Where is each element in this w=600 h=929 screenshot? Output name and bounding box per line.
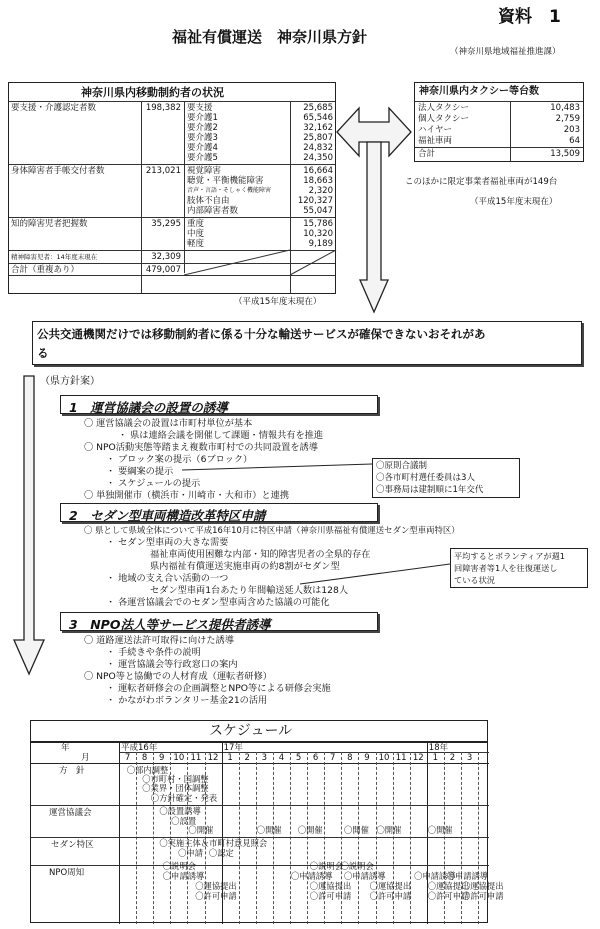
row-value: 10,483 bbox=[550, 103, 580, 113]
section-2-header bbox=[60, 503, 378, 522]
row-label: 要介護4 bbox=[187, 143, 218, 153]
row-value: 64 bbox=[569, 136, 580, 146]
schedule-item: 〇部内調整 bbox=[126, 765, 169, 775]
plan-line: ・ 運営協議会等行政窓口の案内 bbox=[106, 659, 238, 670]
row-label: ハイヤー bbox=[418, 125, 453, 135]
plan-line: 福祉車両使用困難な内部・知的障害児者の全県的存在 bbox=[150, 549, 371, 560]
group-total: 35,295 bbox=[151, 219, 181, 229]
row-value: 32,162 bbox=[303, 123, 333, 133]
row-value: 65,546 bbox=[303, 113, 333, 123]
month-header: 7 bbox=[124, 753, 131, 763]
year-header: 18年 bbox=[428, 743, 449, 753]
schedule-item: 〇市町村・国調整 bbox=[142, 774, 209, 784]
taxi-table bbox=[414, 82, 584, 162]
row-value: 18,663 bbox=[303, 176, 333, 186]
schedule-item: 〇業界・団体調整 bbox=[142, 783, 209, 793]
note-pointer bbox=[300, 562, 450, 586]
plan-line: 〇 単独開催市（横浜市・川崎市・大和市）と連携 bbox=[84, 490, 290, 501]
sum-value: 479,007 bbox=[145, 265, 181, 275]
row-value: 203 bbox=[563, 125, 580, 135]
month-gridline bbox=[358, 752, 359, 924]
mental-label: 精神障害児者：14年度末現在 bbox=[11, 253, 98, 261]
month-label: 月 bbox=[81, 753, 90, 763]
plan-line: 〇 NPO活動実態等踏まえ複数市町村での共同設置を誘導 bbox=[84, 442, 318, 453]
schedule-item: 〇許可申請 bbox=[195, 891, 237, 901]
group-label: 身体障害者手帳交付者数 bbox=[11, 166, 105, 176]
year-label: 年 bbox=[61, 743, 70, 753]
row-value: 10,320 bbox=[303, 229, 333, 239]
group-total: 198,382 bbox=[145, 103, 181, 113]
schedule-row-label: セダン特区 bbox=[51, 840, 94, 850]
row-value: 9,189 bbox=[308, 239, 333, 249]
section-1-header bbox=[60, 395, 378, 414]
month-header: 9 bbox=[364, 753, 370, 763]
row-value: 120,327 bbox=[297, 196, 333, 206]
hatch-lines bbox=[184, 250, 336, 276]
schedule-row-label: 運営協議会 bbox=[49, 808, 92, 818]
row-label: 福祉車両 bbox=[418, 136, 453, 146]
plan-line: ・ 要綱案の提示 bbox=[106, 466, 174, 477]
row-value: 16,664 bbox=[303, 166, 333, 176]
month-header: 11 bbox=[395, 753, 407, 763]
schedule-item: 〇説明会 bbox=[162, 861, 196, 871]
plan-line: ・ 県は連絡会議を開催して課題・情報共有を推進 bbox=[118, 430, 324, 441]
section-1-title: 1 運営協議会の設置の誘導 bbox=[69, 400, 228, 415]
schedule-item: 〇運協提出 bbox=[462, 881, 504, 891]
row-label: 要介護5 bbox=[187, 153, 218, 163]
row-value: 13,509 bbox=[550, 149, 580, 159]
schedule-item: 〇許可申請 bbox=[369, 891, 412, 901]
row-value: 2,320 bbox=[308, 186, 333, 196]
schedule-title: スケジュール bbox=[209, 723, 293, 739]
schedule-item: 〇申請誘導 bbox=[414, 871, 456, 881]
sum-label: 合計（重複あり） bbox=[11, 265, 80, 275]
plan-line: ・ 運転者研修会の企画調整とNPO等による研修会実施 bbox=[106, 683, 331, 694]
long-down-arrow bbox=[8, 372, 52, 677]
month-header: 10 bbox=[173, 753, 185, 763]
year-header: 平成16年 bbox=[121, 743, 158, 753]
schedule-item: 〇設置 bbox=[171, 816, 197, 826]
schedule-item: 〇開催 bbox=[256, 825, 282, 835]
schedule-item: 〇説明会 bbox=[309, 861, 343, 871]
schedule-item: 〇申請 bbox=[178, 848, 204, 858]
month-header: 6 bbox=[312, 753, 319, 763]
schedule-item: 〇実施主体＆市町村意見照会 bbox=[159, 838, 268, 848]
schedule-item: 〇開催 bbox=[297, 825, 323, 835]
plan-line: ・ 各運営協議会でのセダン型車両含めた協議の可能化 bbox=[106, 597, 330, 608]
doc-title: 福祉有償運送 神奈川県方針 bbox=[172, 28, 368, 46]
schedule-grid bbox=[31, 741, 504, 924]
note-line: 〇事務局は建制順に1年交代 bbox=[376, 485, 484, 495]
mobility-table bbox=[8, 82, 336, 294]
section-3-header bbox=[60, 612, 378, 631]
doc-label: 資料 1 bbox=[498, 7, 561, 27]
month-header: 8 bbox=[347, 753, 353, 763]
month-header: 7 bbox=[330, 753, 336, 763]
year-header: 17年 bbox=[223, 743, 243, 753]
council-note-box bbox=[372, 458, 520, 498]
schedule-row-label: NPO周知 bbox=[49, 868, 85, 878]
schedule-item: 〇運協提出 bbox=[195, 881, 237, 891]
month-header: 3 bbox=[261, 753, 268, 763]
schedule-item: 〇開催 bbox=[376, 825, 402, 835]
month-header: 10 bbox=[378, 753, 390, 763]
plan-line: ・ かながわボランタリー基金21の活用 bbox=[106, 695, 268, 706]
row-label: 視覚障害 bbox=[187, 166, 222, 176]
note-line: 〇原則合議制 bbox=[376, 461, 428, 471]
plan-line: 〇 道路運送法許可取得に向けた誘導 bbox=[84, 635, 234, 646]
note-line: 〇各市町村選任委員は3人 bbox=[376, 473, 475, 483]
row-label: 合計 bbox=[418, 149, 436, 159]
section-3-title: 3 NPO法人等サービス提供者誘導 bbox=[69, 617, 271, 632]
row-value: 25,685 bbox=[303, 103, 333, 113]
note-line: 回障害者等1人を往復運送し bbox=[454, 563, 558, 573]
plan-line: 〇 NPO等と協働での人材育成（運転者研修） bbox=[84, 671, 272, 682]
connector-arrows bbox=[335, 90, 415, 315]
schedule-item: 〇申請誘導 bbox=[344, 871, 386, 881]
month-header: 1 bbox=[432, 753, 439, 763]
group-total: 213,021 bbox=[145, 166, 181, 176]
month-gridline bbox=[136, 752, 137, 924]
schedule-item: 〇開催 bbox=[344, 825, 369, 835]
row-value: 25,807 bbox=[303, 133, 333, 143]
schedule-item: 〇申請誘導 bbox=[162, 871, 205, 881]
note-line: ている状況 bbox=[454, 575, 495, 585]
row-label: 要介護1 bbox=[187, 113, 218, 123]
month-header: 12 bbox=[412, 753, 424, 763]
plan-line: ・ スケジュールの提示 bbox=[106, 478, 201, 489]
plan-label: （県方針案） bbox=[40, 376, 100, 387]
row-label: 軽度 bbox=[187, 239, 205, 249]
row-value: 24,832 bbox=[303, 143, 333, 153]
row-label: 要支援 bbox=[187, 103, 213, 113]
taxi-note-2: （平成15年度末現在） bbox=[470, 197, 558, 207]
schedule-item: 〇認定 bbox=[208, 848, 234, 858]
month-header: 11 bbox=[190, 753, 202, 763]
group-label: 要支援・介護認定者数 bbox=[11, 103, 97, 113]
row-value: 2,759 bbox=[555, 114, 580, 124]
row-label: 音声・言語・そしゃく機能障害 bbox=[187, 187, 272, 194]
row-divider bbox=[31, 865, 489, 866]
month-header: 12 bbox=[207, 753, 219, 763]
group-label: 知的障害児者把握数 bbox=[11, 219, 88, 229]
schedule-row-label: 方 針 bbox=[59, 766, 85, 776]
plan-line: 〇 運営協議会の設置は市町村単位が基本 bbox=[84, 418, 253, 429]
schedule-table bbox=[30, 720, 504, 923]
plan-line: 〇 県として県域全体について平成16年10月に特区申請（神奈川県福祉有償運送セダン型車両特区） bbox=[84, 525, 460, 535]
plan-line: ・ 手続きや条件の説明 bbox=[106, 647, 201, 658]
mobility-table-title: 神奈川県内移動制約者の状況 bbox=[81, 86, 224, 99]
month-header: 1 bbox=[227, 753, 233, 763]
schedule-item: 〇運協提出 bbox=[309, 881, 352, 891]
schedule-item: 〇運協提出 bbox=[427, 881, 470, 891]
month-header: 3 bbox=[466, 753, 473, 763]
month-gridline bbox=[273, 752, 274, 924]
month-header: 4 bbox=[278, 753, 285, 763]
schedule-item: 〇開催 bbox=[427, 825, 453, 835]
schedule-item: 〇許可申請 bbox=[462, 891, 504, 901]
schedule-item: 〇開催 bbox=[188, 825, 214, 835]
row-label: 肢体不自由 bbox=[187, 196, 230, 206]
row-label: 要介護3 bbox=[187, 133, 218, 143]
row-value: 15,786 bbox=[303, 219, 333, 229]
month-header: 9 bbox=[159, 753, 165, 763]
schedule-item: 〇設置誘導 bbox=[159, 806, 201, 816]
plan-line: ・ 地域の支え合い活動の一つ bbox=[106, 573, 229, 584]
volunteer-note-box bbox=[450, 548, 588, 588]
row-value: 55,047 bbox=[303, 206, 333, 216]
month-gridline bbox=[290, 752, 291, 924]
month-gridline bbox=[307, 752, 308, 924]
header-bottom bbox=[31, 763, 489, 764]
org-name: （神奈川県地域福祉推進課） bbox=[450, 47, 561, 57]
conclusion-line-2: る bbox=[37, 346, 49, 360]
plan-line: セダン型車両1台あたり年間輸送延人数は128人 bbox=[150, 585, 349, 596]
row-label: 聴覚・平衡機能障害 bbox=[187, 176, 264, 186]
row-label: 個人タクシー bbox=[418, 114, 470, 124]
row-label: 重度 bbox=[187, 219, 205, 229]
schedule-item: 〇許可申請 bbox=[427, 891, 470, 901]
schedule-item: 〇運協提出 bbox=[369, 881, 412, 891]
month-header: 2 bbox=[244, 753, 250, 763]
schedule-item: 〇方針確定・発表 bbox=[150, 793, 218, 803]
plan-line: ・ セダン型車両の大きな需要 bbox=[106, 537, 229, 548]
row-label: 法人タクシー bbox=[418, 103, 470, 113]
note-line: 平均するとボランティアが週1 bbox=[454, 551, 565, 561]
plan-line: 県内福祉有償運送実施車両の約8割がセダン型 bbox=[150, 561, 340, 572]
schedule-item: 〇申請誘導 bbox=[446, 871, 489, 881]
taxi-table-title: 神奈川県内タクシー等台数 bbox=[419, 86, 539, 97]
schedule-item: 〇許可申請 bbox=[309, 891, 352, 901]
month-header: 5 bbox=[295, 753, 302, 763]
taxi-note-1: このほかに限定事業者福祉車両が149台 bbox=[405, 177, 558, 187]
plan-line: ・ ブロック案の提示（6ブロック） bbox=[106, 454, 253, 465]
row-value: 24,350 bbox=[303, 153, 333, 163]
conclusion-box bbox=[32, 321, 582, 365]
mental-value: 32,309 bbox=[151, 252, 181, 262]
month-header: 2 bbox=[449, 753, 456, 763]
schedule-item: 〇申請誘導 bbox=[291, 871, 333, 881]
row-divider bbox=[31, 805, 489, 806]
schedule-item: 〇説明会 bbox=[340, 861, 374, 871]
section-2-title: 2 セダン型車両構造改革特区申請 bbox=[69, 508, 266, 523]
month-gridline bbox=[119, 741, 120, 924]
row-label: 中度 bbox=[187, 229, 205, 239]
conclusion-line-1: 公共交通機関だけでは移動制約者に係る十分な輸送サービスが確保できないおそれがあ bbox=[37, 327, 486, 341]
mobility-table-note: （平成15年度末現在） bbox=[234, 297, 322, 307]
note-pointer bbox=[182, 462, 372, 480]
row-label: 内部障害者数 bbox=[187, 206, 239, 216]
row-label: 要介護2 bbox=[187, 123, 218, 133]
month-header: 8 bbox=[141, 753, 148, 763]
